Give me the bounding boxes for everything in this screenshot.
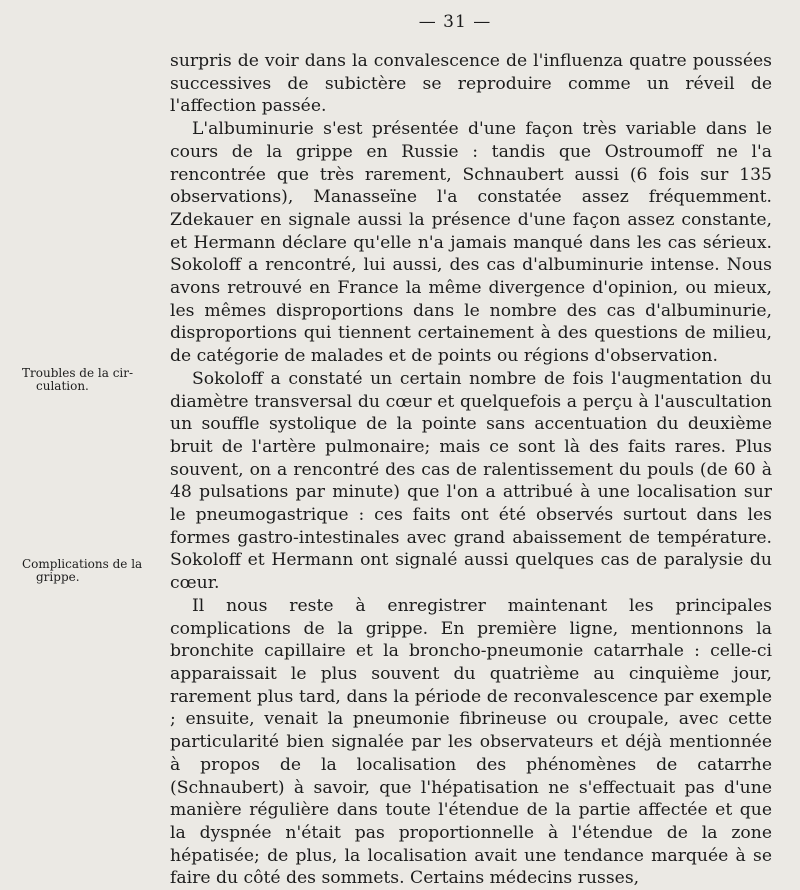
margin-note-line: Troubles de la cir- xyxy=(22,366,134,380)
paragraph-circulation: Sokoloff a constaté un certain nombre de fois l'augmentation du diamètre transversal du cœur et quelquefois a perçu à l'auscultation un souffle systolique de la pointe sans accentuation du deuxième bruit de l'artère pulmonaire; mais ce sont là des faits rares. Plus souvent, on a rencontré des cas de ralentissement du pouls (de 60 à 48 pulsations par minute) que l'on a attribué à une localisation sur le pneumogastrique : ces faits ont été observés surtout dans les formes gastro-intestinales avec grand abaissement de température. Sokoloff et Hermann ont signalé aussi quelques cas de paralysie du cœur. xyxy=(170,368,772,594)
body-text xyxy=(170,50,772,890)
paragraph-albuminurie: L'albuminurie s'est présentée d'une façon très variable dans le cours de la grippe en Russie : tandis que Ostroumoff ne l'a rencontrée que très rarement, Schnaubert aussi (6 fois sur 135 observations), Manasseïne l'a constatée assez fréquemment. Zdekauer en signale aussi la présence d'une façon assez constante, et Hermann déclare qu'elle n'a jamais manqué dans les cas sérieux. Sokoloff a rencontré, lui aussi, des cas d'albuminurie intense. Nous avons retrouvé en France la même divergence d'opinion, ou mieux, les mêmes disproportions dans le nombre des cas d'albuminurie, disproportions qui tiennent certainement à des questions de milieu, de catégorie de malades et de points ou régions d'observation. xyxy=(170,119,772,367)
margin-note-line: grippe. xyxy=(36,570,80,584)
margin-note-line: culation. xyxy=(36,379,89,393)
margin-note-line: Complications de la xyxy=(22,557,143,571)
paragraph-continuation: surpris de voir dans la convalescence de l'influenza quatre poussées successives de subictère se reproduire comme un réveil de l'affection passée. xyxy=(170,51,772,117)
page-number: — 31 — xyxy=(418,12,492,32)
paragraph-complications: Il nous reste à enregistrer maintenant les principales complications de la grippe. En première ligne, mentionnons la bronchite capillaire et la broncho-pneumonie catarrhale : celle-ci apparaissait le plus souvent du quatrième au cinquième jour, rarement plus tard, dans la période de reconvalescence par exemple ; ensuite, venait la pneumonie fibrineuse ou croupale, avec cette particularité bien signalée par les observateurs et déjà mentionnée à propos de la localisation des phénomènes de catarrhe (Schnaubert) à savoir, que l'hépatisation ne s'effectuait pas d'une manière régulière dans toute l'étendue de la partie affectée et que la dyspnée n'était pas proportionnelle à l'étendue de la zone hépatisée; de plus, la localisation avait une tendance marquée à se faire du côté des sommets. Certains médecins russes, xyxy=(170,595,772,889)
margin-note-complications xyxy=(22,558,162,584)
margin-note-circulation xyxy=(22,367,162,393)
